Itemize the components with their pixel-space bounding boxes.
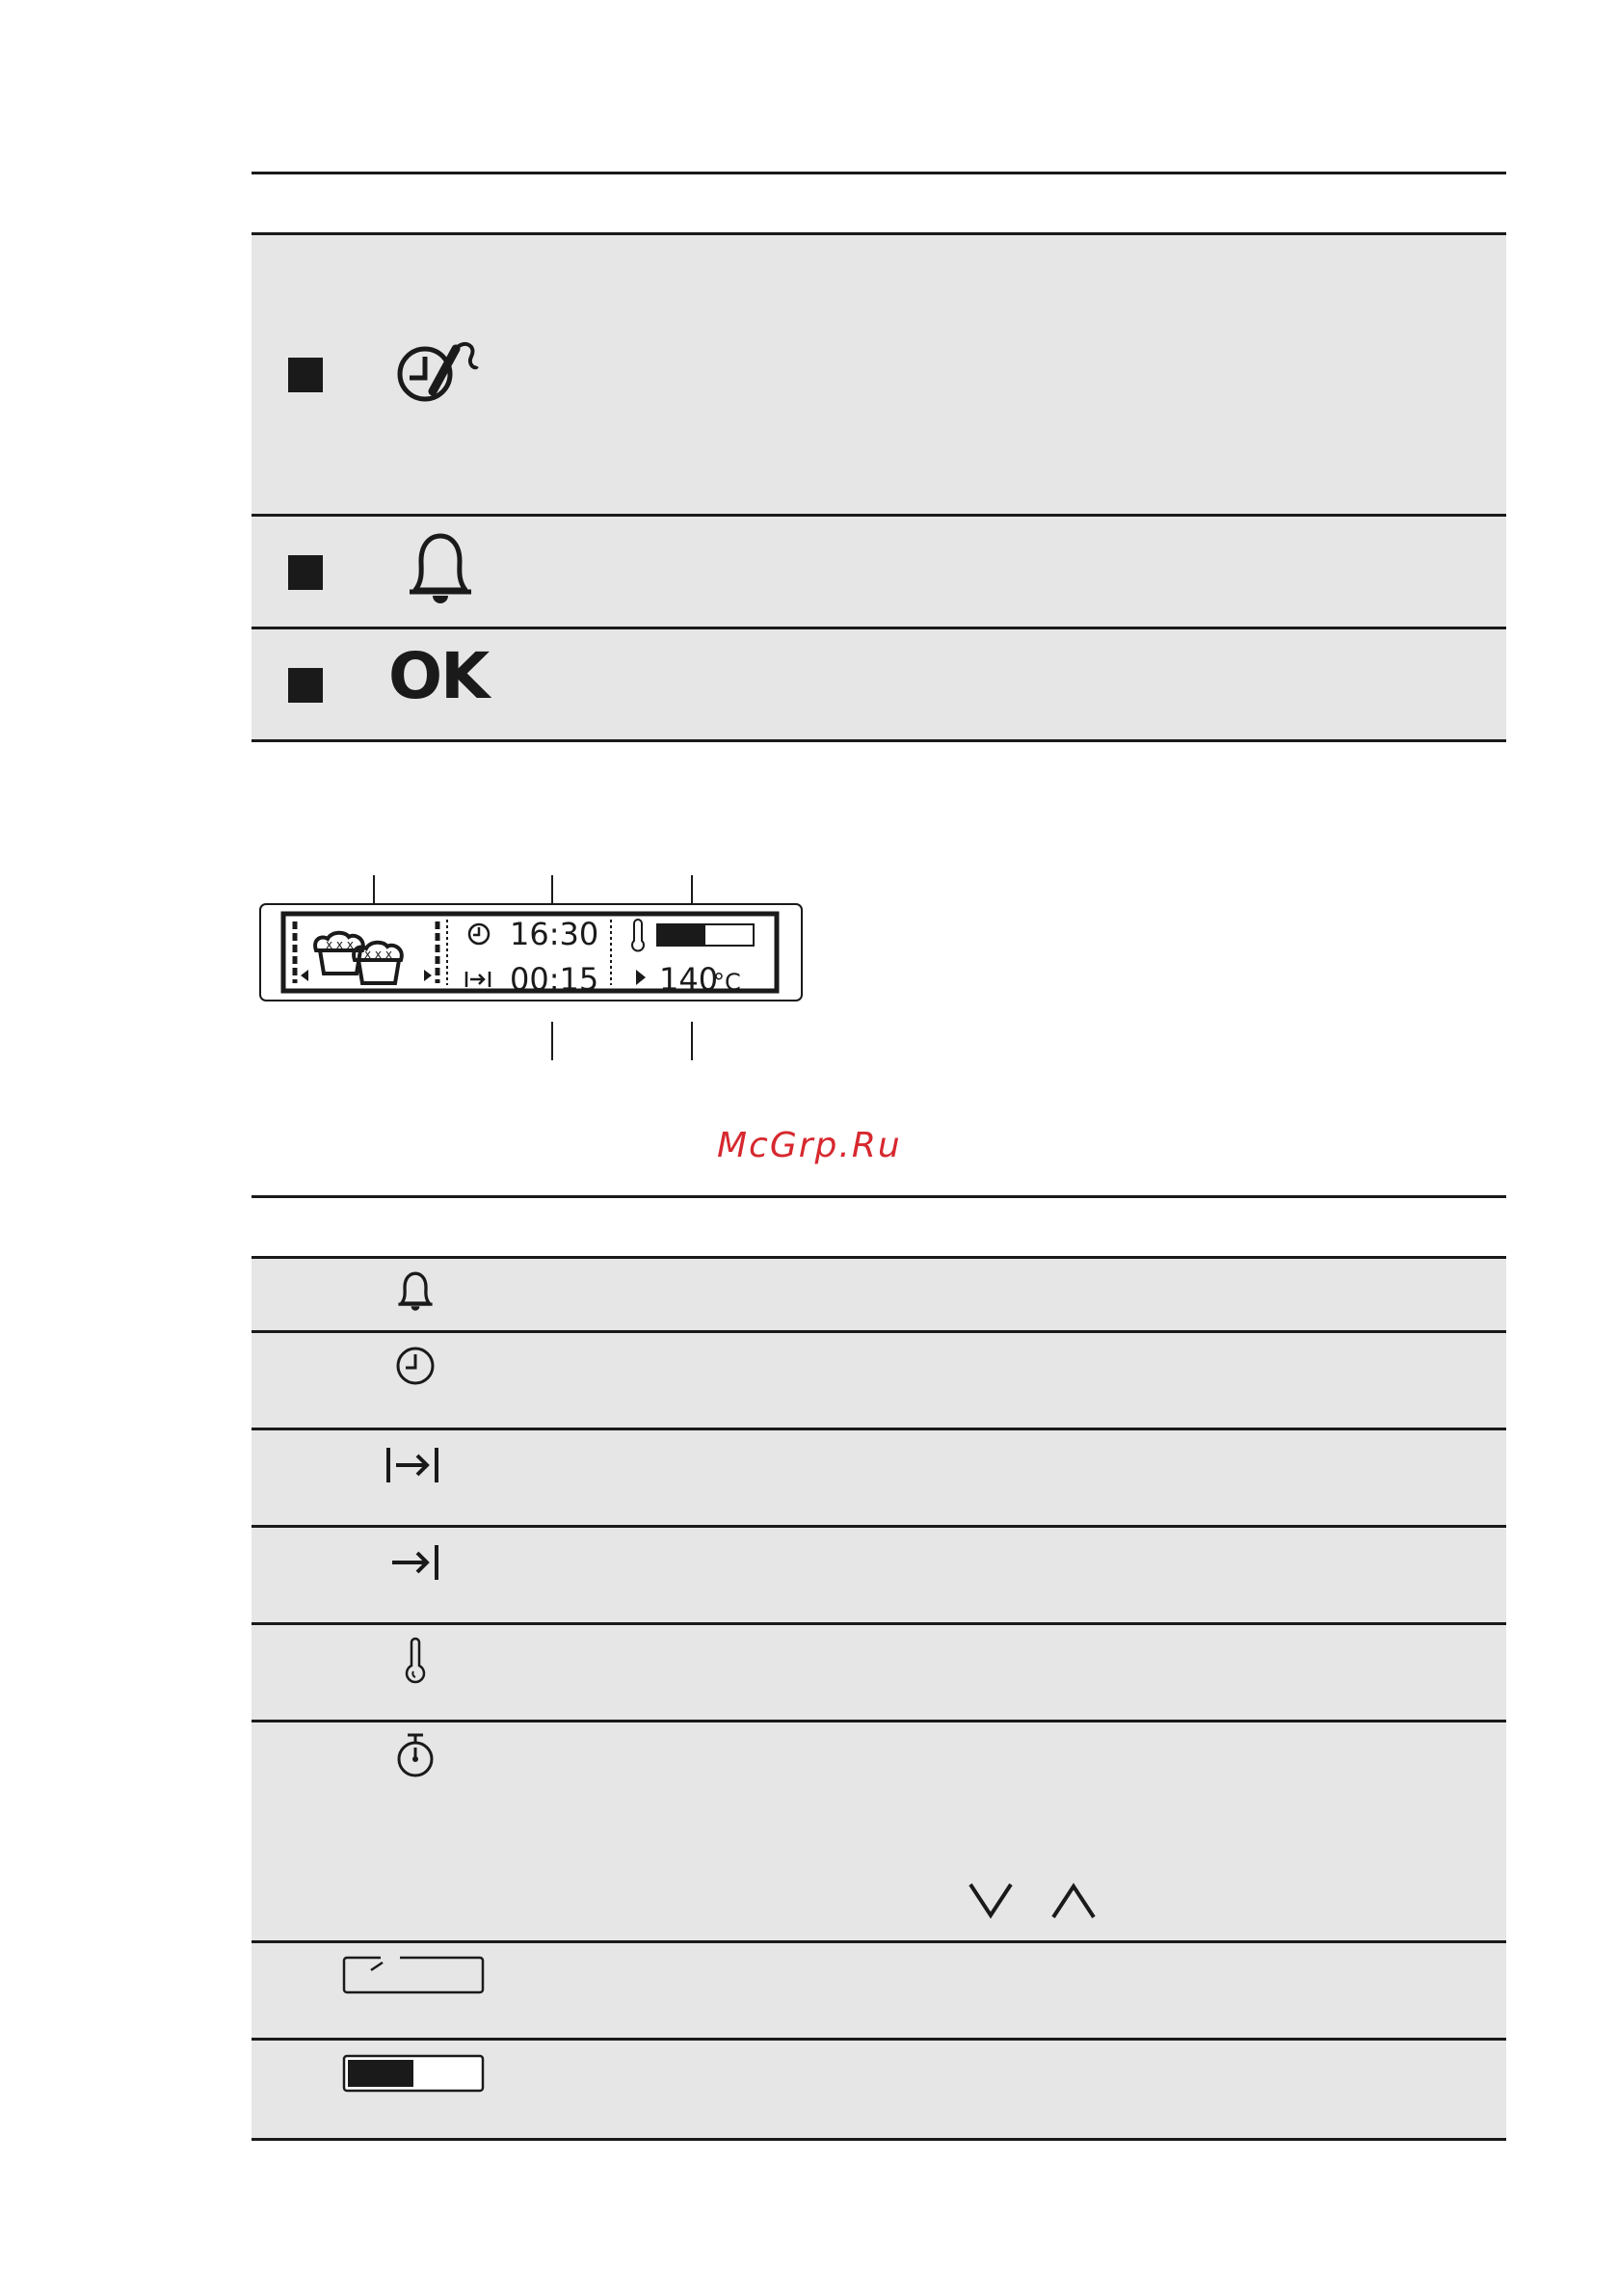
table-row xyxy=(252,1330,1506,1430)
display-temperature-unit: °C xyxy=(713,969,741,996)
bullet-square xyxy=(288,358,323,392)
bell-icon xyxy=(394,1268,437,1317)
up-chevron-icon xyxy=(1049,1881,1098,1921)
table-row xyxy=(252,2038,1506,2141)
bell-icon xyxy=(402,530,479,611)
duration-icon xyxy=(385,1444,442,1486)
thermometer-icon xyxy=(402,1637,429,1685)
table-row xyxy=(252,1622,1506,1722)
end-time-icon xyxy=(388,1541,442,1584)
down-chevron-icon xyxy=(967,1881,1015,1921)
table-row xyxy=(252,232,1506,517)
ok-icon: OK xyxy=(388,639,489,713)
display-temperature: 140 xyxy=(659,961,719,998)
timer-probe-icon xyxy=(396,337,483,405)
table-row xyxy=(252,1256,1506,1333)
heat-up-indicator-icon xyxy=(342,2054,487,2095)
svg-text:x x x: x x x xyxy=(364,948,392,961)
table-header-row xyxy=(252,172,1506,235)
table-row xyxy=(252,1525,1506,1625)
table-header-row xyxy=(252,1195,1506,1259)
heat-bar-fill xyxy=(657,924,705,946)
watermark: McGrp.Ru xyxy=(717,1126,902,1165)
clock-icon xyxy=(394,1345,437,1387)
table-row xyxy=(252,1720,1506,1943)
table-row xyxy=(252,1940,1506,2041)
stopwatch-icon xyxy=(394,1732,437,1778)
table-row xyxy=(252,514,1506,629)
display-diagram xyxy=(258,868,817,1064)
empty-indicator-icon xyxy=(342,1953,487,1997)
display-time: 16:30 xyxy=(510,916,599,952)
bullet-square xyxy=(288,668,323,703)
display-duration: 00:15 xyxy=(510,961,599,998)
svg-text:x x x: x x x xyxy=(326,938,354,951)
table-row xyxy=(252,1428,1506,1528)
table-row xyxy=(252,627,1506,742)
bullet-square xyxy=(288,555,323,590)
